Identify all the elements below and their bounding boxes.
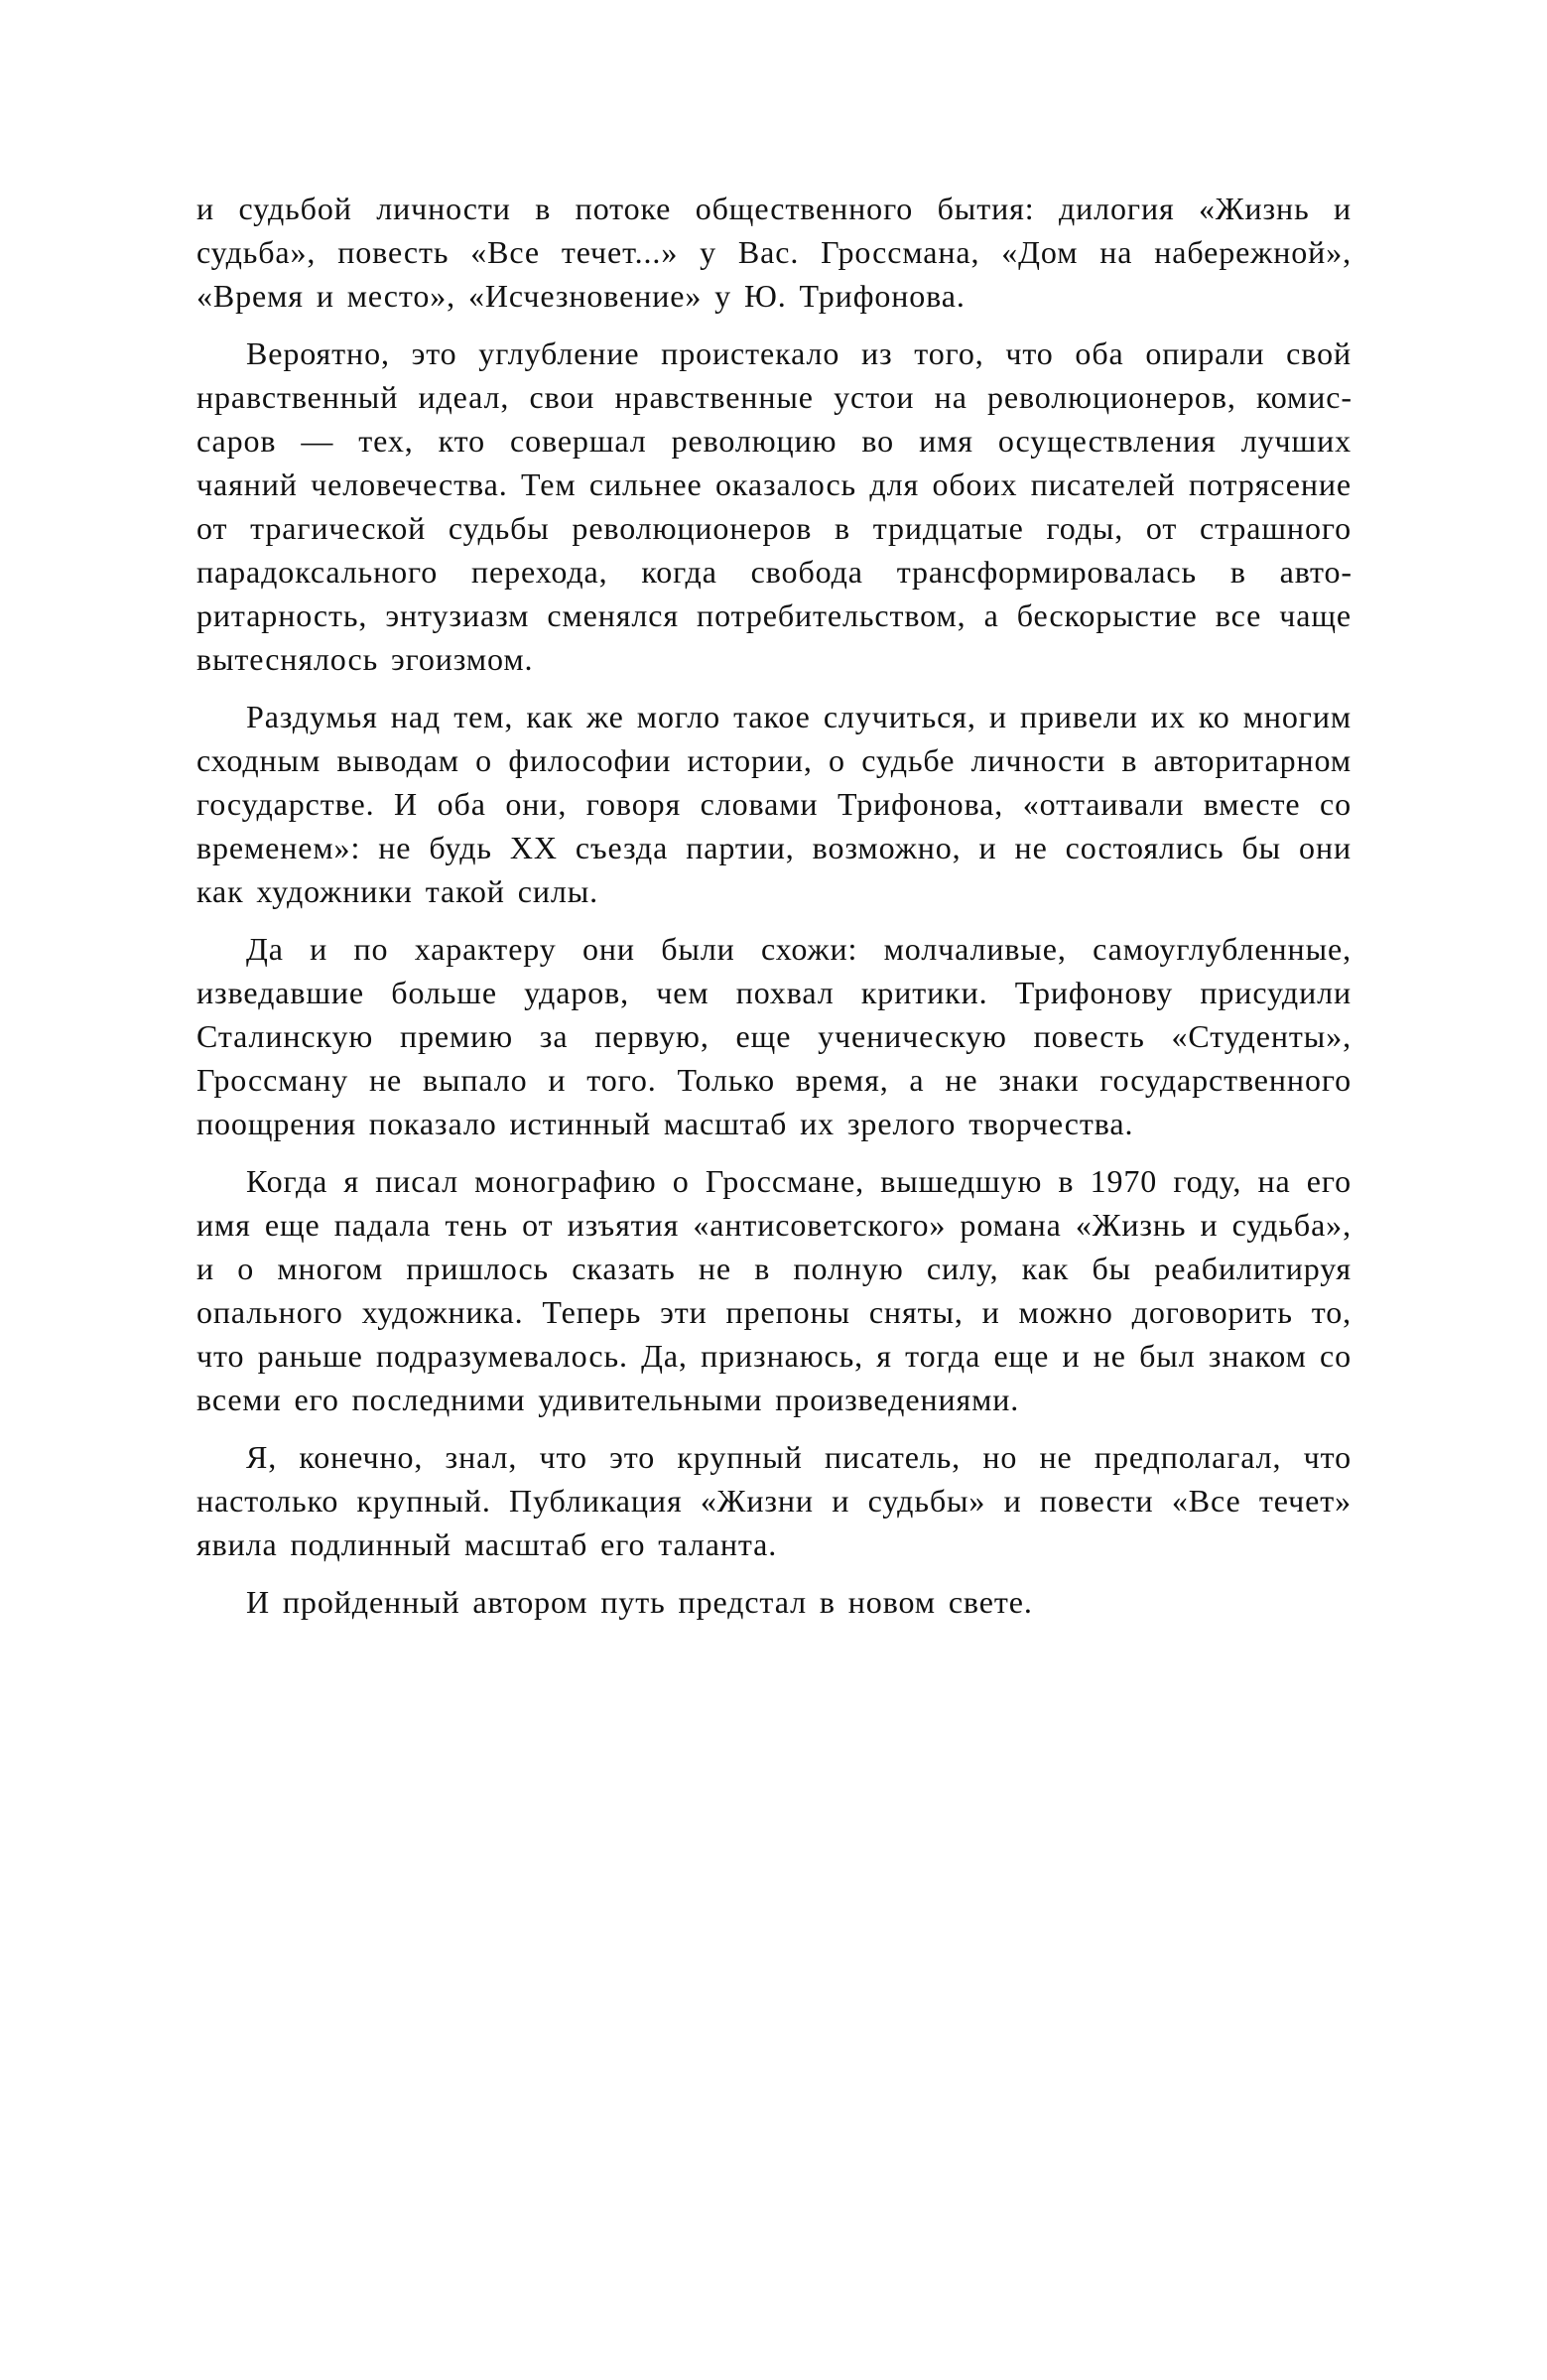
paragraph-1: и судьбой личности в потоке общественного бытия: дилогия «Жизнь и судьба», повесть «Все течет...» у Вас. Гроссмана, «Дом на набережной», «Время и место», «Исчезновение» у Ю. Трифонова. bbox=[196, 191, 1352, 314]
paragraph-6: Я, конечно, знал, что это крупный писатель, но не предполагал, что настолько крупный. Публикация «Жизни и судьбы» и повести «Все течет» явила подлинный масштаб его таланта. bbox=[196, 1439, 1352, 1562]
paragraph-4: Да и по характеру они были схожи: молчаливые, самоуглубленные, изведавшие больше ударов, чем похвал критики. Трифонову присудили Сталинскую премию за первую, еще ученическую повесть «Студенты», Гроссману не выпало и того. Только время, а не знаки государственного поощрения показало истинный масштаб их зрелого творчества. bbox=[196, 931, 1352, 1141]
paragraph-2: Вероятно, это углубление проистекало из того, что оба опирали свой нравственный идеал, свои нравственные устои на революционеров, комиссаров — тех, кто совершал революцию во имя осуществления лучших чаяний человечества. Тем сильнее оказалось для обоих писателей потрясение от трагической судьбы революционеров в тридцатые годы, от страшного парадоксального перехода, когда свобода трансформировалась в авторитарность, энтузиазм сменялся потребительством, а бескорыстие все чаще вытеснялось эгоизмом. bbox=[196, 335, 1352, 677]
paragraph-5: Когда я писал монографию о Гроссмане, вышедшую в 1970 году, на его имя еще падала тень от изъятия «антисоветского» романа «Жизнь и судьба», и о многом пришлось сказать не в полную силу, как бы реабилитируя опального художника. Теперь эти препоны сняты, и можно договорить то, что раньше подразумевалось. Да, признаюсь, я тогда еще и не был знаком со всеми его последними удивительными произведениями. bbox=[196, 1163, 1352, 1417]
paragraph-7: И пройденный автором путь предстал в новом свете. bbox=[246, 1584, 1033, 1620]
body-text bbox=[196, 187, 1352, 1638]
paragraph-3: Раздумья над тем, как же могло такое случиться, и привели их ко многим сходным выводам о философии истории, о судьбе личности в авторитарном государстве. И оба они, говоря словами Трифонова, «оттаивали вместе со временем»: не будь XX съезда партии, возможно, и не состоялись бы они как художники такой силы. bbox=[196, 699, 1352, 909]
